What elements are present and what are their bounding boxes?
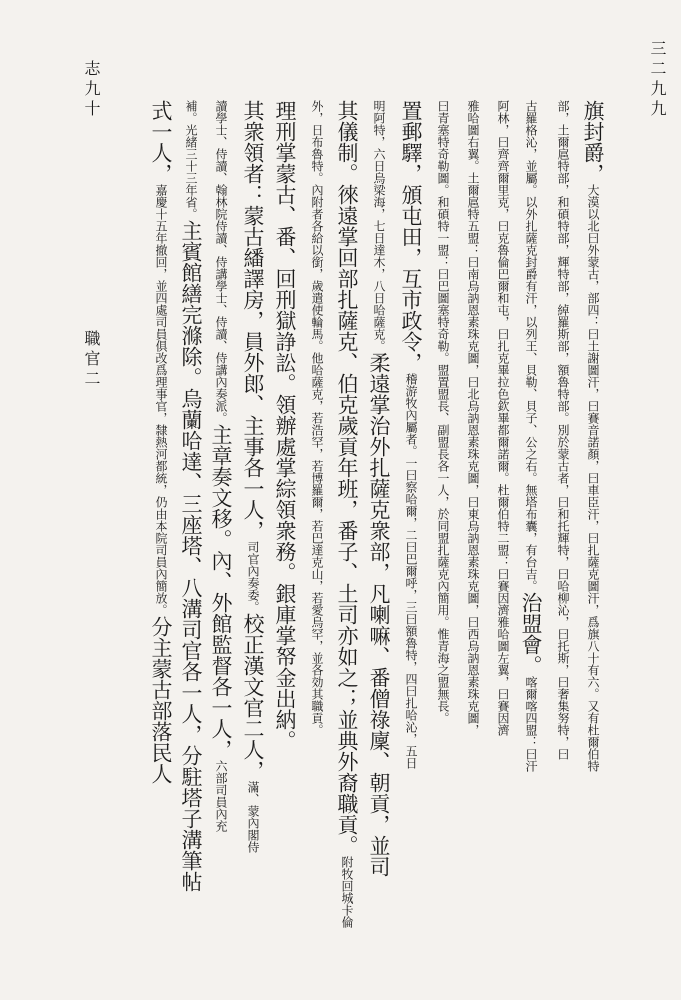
text-column-4: 阿林，曰齊齊爾里克，曰克魯倫巴爾和屯，曰扎克畢拉色欽畢都爾諾爾。杜爾伯特二盟：曰賽因濟雅哈圖左翼，曰賽因濟 [496,100,510,736]
text-column-2: 部，土爾扈特部，和碩特部，輝特部，綽羅斯部，額魯特部。別於蒙古者，曰和托輝特，曰哈柳沁，曰托斯，曰奢集努特，曰 [556,100,570,760]
text-column-14: 補。光緒三十三年省。主賓館繕完滌除。烏蘭哈達、三座塔、八溝司官各一人，分駐塔子溝筆帖 [179,100,203,892]
text-column-5: 雅哈圖右翼。土爾扈特五盟：曰南烏訥恩素珠克圖，曰北烏訥恩素珠克圖，曰東烏訥恩素珠克圖，曰西烏訥恩素珠克圖， [466,100,480,736]
text-column-11: 理刑掌蒙古、番、回刑獄諍訟。領辦處掌綜領衆務。銀庫掌帑金出納。 [273,100,297,751]
text-column-10: 外，日布魯特。內附者各給以銜，歲遣使輪馬。他哈薩克，若浩罕，若博羅爾，若巴達克山，若愛烏罕，並各効其職貢。 [310,100,324,736]
text-column-15: 式一人，嘉慶十五年撤回，並四處司員俱改爲理事官，隸熱河都統，仍由本院司員內簡放。分主蒙古部落民人 [149,100,173,784]
text-column-12: 其衆領者：蒙古繙譯房，員外郎、主事各一人，司官內奏委。校正漢文官二人，滿、蒙內閣侍 [241,100,265,853]
text-column-7: 置郵驛，頒屯田，互市政令，稽游牧內屬者。一曰察哈爾，二曰巴爾呼，三曰額魯特，四曰扎哈沁，五日 [399,100,423,769]
text-column-9: 其儀制。徠遠掌回部扎薩克、伯克歲貢年班，番子、土司亦如之；並典外裔職貢。附牧回城卡倫 [335,100,359,928]
text-column-6: 曰青塞特奇勒圖。和碩特一盟：曰巴圖塞特奇勒。盟置盟長、副盟長各一人，於同盟扎薩克內簡用。惟青海之盟無長。 [436,100,450,724]
text-column-8: 明阿特，六日烏梁海，七日達木，八日哈薩克。柔遠掌治外扎薩克衆部，凡喇嘛、番僧祿廩、朝貢，並司 [367,100,391,877]
section-title: 志九十 [82,60,101,120]
chapter-title: 職官二 [82,330,101,390]
text-column-13: 讀學士、侍讀、翰林院侍讀、侍講學士、侍讀、侍講內奏派。主章奏文移。內、外館監督各一人，六部司員內充 [209,100,233,832]
text-column-3: 古羅格沁，並屬。以外扎薩克封爵有汗，以列王、貝勒、貝子、公之右。無塔布囊，有台吉。治盟會。喀爾喀四盟：曰汗 [519,100,543,772]
page-number: 三二九九 [648,40,667,120]
text-column-1: 旗封爵，大漠以北曰外蒙古，部四：曰土謝圖汗，曰賽音諾顏，曰車臣汗，曰扎薩克圖汗，爲旗八十有六。又有杜爾伯特 [581,100,605,772]
